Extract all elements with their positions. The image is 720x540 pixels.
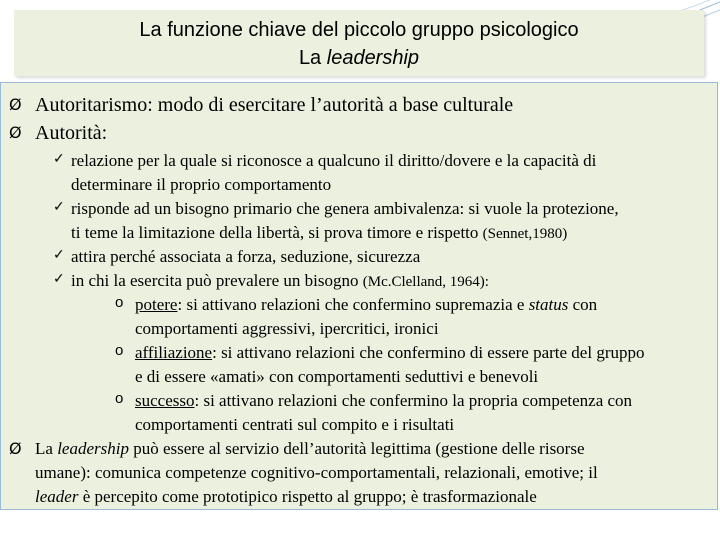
- check-bullet-icon: ✓: [53, 151, 65, 167]
- slide-title: [14, 10, 704, 76]
- arrow-bullet-icon: Ø: [9, 95, 22, 114]
- sub-item-affiliazione-line-2: e di essere «amati» con comportamenti seduttivi e benevoli: [135, 367, 539, 386]
- check-item-2-line-2: ti teme la limitazione della libertà, si prova timore e rispetto (Sennet,1980): [71, 223, 568, 242]
- point-leadership-line-1: La leadership può essere al servizio dell’autorità legittima (gestione delle risorse: [35, 439, 585, 458]
- sub-item-successo-line-1: successo: si attivano relazioni che confermino la propria competenza con: [135, 391, 633, 410]
- check-item-2-line-1: risponde ad un bisogno primario che genera ambivalenza: si vuole la protezione,: [71, 199, 619, 218]
- point-leadership-line-2: umane): comunica competenze cognitivo-comportamentali, relazionali, emotive; il: [35, 463, 598, 482]
- circle-bullet-icon: o: [115, 342, 124, 359]
- arrow-bullet-icon: Ø: [9, 123, 22, 142]
- check-item-3: attira perché associata a forza, seduzione, sicurezza: [71, 247, 421, 266]
- check-bullet-icon: ✓: [53, 247, 65, 263]
- check-item-4: in chi la esercita può prevalere un bisogno (Mc.Clelland, 1964):: [71, 271, 489, 290]
- point-autoritarismo: Autoritarismo: modo di esercitare l’autorità a base culturale: [35, 94, 514, 116]
- title-line-2: La leadership: [298, 47, 420, 69]
- content-box: [0, 82, 718, 510]
- circle-bullet-icon: o: [115, 294, 124, 311]
- sub-item-affiliazione-line-1: affiliazione: si attivano relazioni che confermino di essere parte del gruppo: [135, 343, 645, 362]
- title-line-1: La funzione chiave del piccolo gruppo psicologico: [139, 19, 579, 41]
- point-autorita: Autorità:: [35, 122, 108, 144]
- check-bullet-icon: ✓: [53, 271, 65, 287]
- sub-item-successo-line-2: comportamenti centrati sul compito e i risultati: [135, 415, 455, 434]
- sub-item-potere-line-2: comportamenti aggressivi, ipercritici, ironici: [135, 319, 439, 338]
- check-item-1-line-1: relazione per la quale si riconosce a qualcuno il diritto/dovere e la capacità di: [71, 151, 597, 170]
- check-bullet-icon: ✓: [53, 199, 65, 215]
- arrow-bullet-icon: Ø: [9, 439, 22, 458]
- point-leadership-line-3: leader è percepito come prototipico rispetto al gruppo; è trasformazionale: [35, 487, 537, 506]
- sub-item-potere-line-1: potere: si attivano relazioni che confermino supremazia e status con: [135, 295, 598, 314]
- check-item-1-line-2: determinare il proprio comportamento: [71, 175, 332, 194]
- circle-bullet-icon: o: [115, 390, 124, 407]
